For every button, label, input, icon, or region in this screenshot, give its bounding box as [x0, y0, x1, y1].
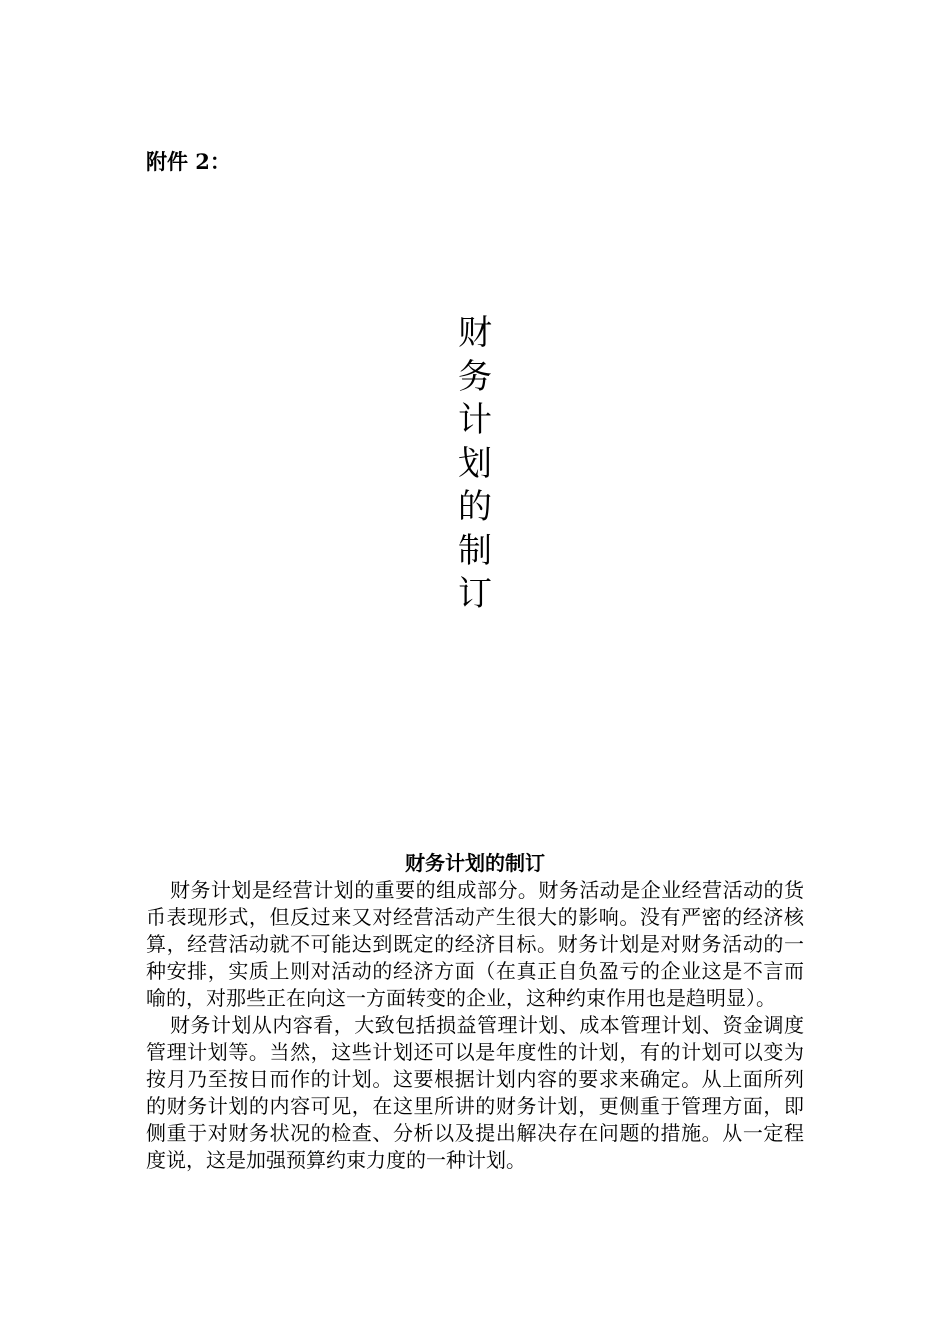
paragraph: 财务计划是经营计划的重要的组成部分。财务活动是企业经营活动的货币表现形式，但反过来又对经营活动产生很大的影响。没有严密的经济核算，经营活动就不可能达到既定的经济目标。财务计划是对财务活动的一种安排，实质上则对活动的经济方面（在真正自负盈亏的企业这是不言而喻的，对那些正在向这一方面转变的企业，这种约束作用也是趋明显）。 — [146, 878, 804, 1010]
vertical-title-char: 划 — [458, 443, 492, 484]
body-text — [146, 877, 804, 1174]
vertical-title-char: 计 — [458, 400, 492, 440]
vertical-title-char: 制 — [458, 530, 492, 571]
vertical-title-char: 的 — [458, 487, 492, 527]
vertical-title-char: 财 — [458, 313, 492, 353]
attachment-label: 附件 2： — [146, 149, 231, 174]
vertical-title-char: 订 — [458, 574, 492, 614]
vertical-title — [451, 312, 499, 617]
vertical-title-char: 务 — [458, 356, 492, 397]
paragraph: 财务计划从内容看，大致包括损益管理计划、成本管理计划、资金调度管理计划等。当然，这些计划还可以是年度性的计划，有的计划可以变为按月乃至按日而作的计划。这要根据计划内容的要求来确定。从上面所列的财务计划的内容可见，在这里所讲的财务计划，更侧重于管理方面，即侧重于对财务状况的检查、分析以及提出解决存在问题的措施。从一定程度说，这是加强预算约束力度的一种计划。 — [146, 1013, 804, 1172]
section-heading: 财务计划的制订 — [405, 851, 545, 875]
